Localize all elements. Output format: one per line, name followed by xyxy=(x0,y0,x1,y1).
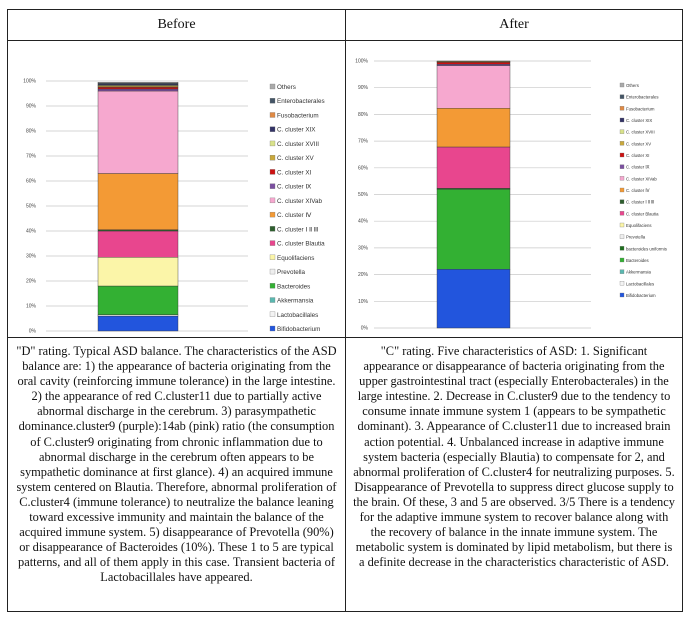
legend-swatch xyxy=(620,281,624,285)
legend-swatch xyxy=(620,165,624,169)
legend-label: C. cluster XI xyxy=(626,153,650,158)
bar-segment xyxy=(437,108,510,147)
bar-segment xyxy=(98,82,178,83)
legend-swatch xyxy=(270,84,275,89)
legend-swatch xyxy=(620,176,624,180)
chart-after-panel xyxy=(346,41,682,337)
bar-segment xyxy=(437,269,510,328)
legend-label: C. cluster XIVab xyxy=(626,176,657,182)
legend-swatch xyxy=(270,326,275,331)
legend-swatch xyxy=(620,223,624,227)
legend-swatch xyxy=(270,198,275,203)
legend-label: C. cluster Ⅸ xyxy=(626,164,650,170)
legend-swatch xyxy=(620,200,624,204)
bar-segment xyxy=(437,147,510,188)
legend-swatch xyxy=(270,155,275,160)
bar-segment xyxy=(98,91,178,174)
legend-swatch xyxy=(620,141,624,145)
legend-label: Enterobacterales xyxy=(626,94,659,100)
legend-label: C. cluster XVIII xyxy=(626,129,655,135)
legend-label: Lactobacillales xyxy=(277,311,319,319)
legend-swatch xyxy=(270,169,275,174)
y-tick-label: 70% xyxy=(25,153,36,160)
bar-segment xyxy=(437,61,510,62)
legend-label: Others xyxy=(626,83,639,88)
bar-segment xyxy=(98,174,178,230)
legend-label: Akkermansia xyxy=(277,297,314,305)
legend-label: Bifidobacterium xyxy=(626,293,656,298)
bar-segment xyxy=(98,316,178,331)
legend-swatch xyxy=(270,127,275,132)
y-tick-label: 10% xyxy=(357,298,368,305)
description-after: "C" rating. Five characteristics of ASD: 1. Significant appearance or disappearance of bacteria originating from the upper gastrointestinal tract (especially Enterobacterales) in the large intestine. 2. Decrease in C.cluster9 due to the tendency to consume innate immune system 1 (appears to be sympathetic dominant). 3. Appearance of C.cluster11 due to increased brain action potential. 4. Unbalanced increase in adaptive immune system bacteria (especially Blautia) to compensate for 2, and abnormal proliferation of C.cluster4 for neutralizing purposes. 5. Disappearance of Prevotella to suppress direct glucose supply to the brain. Of these, 3 and 5 are observed. 3/5 There is a tendency for the adaptive immune system to recover balance along with the recovery of balance in the innate immune system. The metabolic system is dominated by lipid metabolism, but there is a definite decrease in the characteristics characteristic of ASD. xyxy=(353,344,675,570)
legend-label: C. cluster XV xyxy=(626,141,652,147)
legend-label: C. cluster XIVab xyxy=(277,197,323,205)
legend-swatch xyxy=(270,269,275,274)
legend-swatch xyxy=(270,255,275,260)
legend-swatch xyxy=(620,246,624,250)
bar-segment xyxy=(98,231,178,257)
legend-label: Akkermansia xyxy=(626,269,651,275)
legend-label: C. cluster Ⅸ xyxy=(277,183,312,191)
y-tick-label: 30% xyxy=(25,253,36,260)
legend-label: C. cluster Ⅰ Ⅱ Ⅲ xyxy=(626,199,655,205)
legend-label: C. cluster XI xyxy=(277,169,312,177)
y-tick-label: 80% xyxy=(357,111,368,118)
legend-label: C. cluster Ⅰ Ⅱ Ⅲ xyxy=(277,226,319,234)
legend-label: C. cluster Blautia xyxy=(277,240,325,248)
y-tick-label: 100% xyxy=(23,78,36,85)
chart-divider xyxy=(8,337,682,338)
bar-segment xyxy=(437,189,510,269)
legend-label: Fusobacterium xyxy=(626,106,655,112)
y-tick-label: 50% xyxy=(357,192,368,198)
chart-after xyxy=(346,41,682,337)
description-before: "D" rating. Typical ASD balance. The characteristics of the ASD balance are: 1) the appearance of bacteria originating from the oral cavity (reinforcing immune tolerance) in the large intestine. 2) the appearance of red C.cluster11 due to partially active abnormal discharge in the cerebrum. 3) parasympathetic dominance.cluster9 (purple):14ab (pink) ratio (the consumption of C.cluster9 originating from chronic inflammation due to abnormal discharge in the cerebrum often appears to be sympathetic dominance at first glance). 4) an acquired immune system centered on Blautia. Therefore, abnormal proliferation of C.cluster4 (immune tolerance) to neutralize the balance leaning toward excessive immunity and maintain the balance of the acquired immune system. 5) disappearance of Prevotella (90%) or disappearance of Bacteroides (10%). These 1 to 5 are typical patterns, and all of them apply in this case. Transient bacteria of Lactobacillales have appeared. xyxy=(16,344,337,585)
legend-label: Fusobacterium xyxy=(277,112,319,120)
chart-before-panel xyxy=(8,41,345,337)
y-tick-label: 50% xyxy=(25,203,36,210)
legend-label: Lactobacillales xyxy=(626,281,655,287)
legend-swatch xyxy=(620,258,624,262)
legend-swatch xyxy=(620,188,624,192)
legend-swatch xyxy=(620,270,624,274)
bar-segment xyxy=(437,66,510,109)
legend-swatch xyxy=(270,141,275,146)
legend-label: Equolifaciens xyxy=(277,254,315,262)
y-tick-label: 0% xyxy=(28,328,36,335)
legend-label: Bifidobacterium xyxy=(277,326,321,333)
legend-label: Equolifaciens xyxy=(626,223,652,228)
legend-swatch xyxy=(270,283,275,288)
bar-segment xyxy=(98,89,178,91)
legend-swatch xyxy=(270,184,275,189)
legend-swatch xyxy=(620,293,624,297)
legend-swatch xyxy=(620,153,624,157)
legend-label: Prevotella xyxy=(277,269,306,277)
y-tick-label: 80% xyxy=(25,128,36,135)
y-tick-label: 70% xyxy=(357,138,368,145)
legend-swatch xyxy=(620,211,624,215)
chart-before xyxy=(8,41,345,337)
y-tick-label: 20% xyxy=(25,278,36,285)
bar-segment xyxy=(437,62,510,64)
y-tick-label: 100% xyxy=(355,58,368,65)
bar-segment xyxy=(98,87,178,89)
y-tick-label: 60% xyxy=(357,165,368,172)
legend-label: Bacteroides xyxy=(626,258,649,263)
legend-swatch xyxy=(270,241,275,246)
legend-swatch xyxy=(620,118,624,122)
legend-label: C. cluster XIX xyxy=(277,126,316,134)
legend-label: C. cluster XV xyxy=(277,155,314,163)
legend-label: Others xyxy=(277,84,296,91)
legend-swatch xyxy=(270,112,275,117)
y-tick-label: 60% xyxy=(25,178,36,185)
legend-label: C. cluster XIX xyxy=(626,118,653,123)
y-tick-label: 90% xyxy=(357,85,368,92)
legend-swatch xyxy=(270,226,275,231)
legend-label: C. cluster XVIII xyxy=(277,140,319,148)
legend-swatch xyxy=(620,83,624,87)
y-tick-label: 10% xyxy=(25,303,36,310)
legend-label: C. cluster Ⅳ xyxy=(277,212,312,220)
legend-swatch xyxy=(270,98,275,103)
legend-label: Bacteroides xyxy=(277,283,311,291)
legend-swatch xyxy=(620,235,624,239)
legend-label: C. cluster Ⅳ xyxy=(626,188,650,193)
legend-label: Enterobacterales xyxy=(277,98,325,106)
y-tick-label: 0% xyxy=(360,325,368,332)
legend-swatch xyxy=(270,212,275,217)
bar-segment xyxy=(98,257,178,286)
header-before: Before xyxy=(157,17,196,32)
y-tick-label: 40% xyxy=(357,218,368,225)
bar-segment xyxy=(437,64,510,65)
bar-segment xyxy=(98,286,178,315)
legend-swatch xyxy=(620,130,624,134)
y-tick-label: 90% xyxy=(25,103,36,110)
legend-swatch xyxy=(270,298,275,303)
y-tick-label: 40% xyxy=(25,228,36,235)
header-after: After xyxy=(499,17,529,32)
comparison-table xyxy=(7,9,683,612)
y-tick-label: 20% xyxy=(357,272,368,279)
legend-swatch xyxy=(620,95,624,99)
legend-label: Prevotella xyxy=(626,234,646,240)
legend-label: C. cluster Blautia xyxy=(626,211,659,217)
legend-swatch xyxy=(270,312,275,317)
legend-swatch xyxy=(620,106,624,110)
y-tick-label: 30% xyxy=(357,245,368,252)
legend-label: bacteroides uniformis xyxy=(626,246,667,252)
